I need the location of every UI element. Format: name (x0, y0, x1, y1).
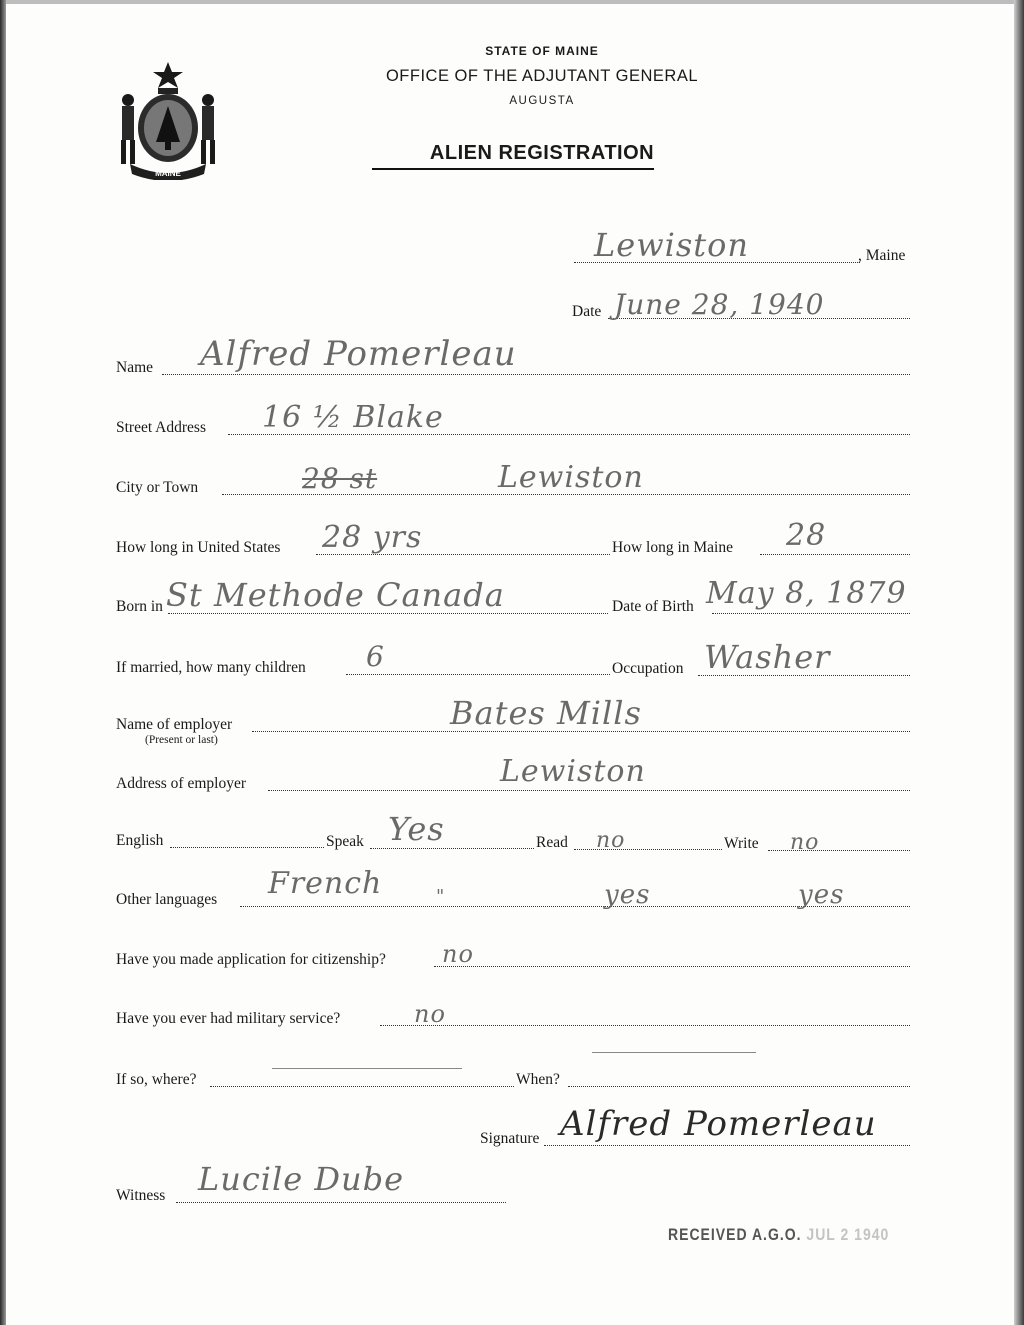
name-label: Name (116, 359, 154, 376)
date-value: June 28, 1940 (614, 288, 825, 321)
form-title: ALIEN REGISTRATION (429, 142, 655, 164)
citizenship-line (434, 966, 910, 967)
date-label: Date (572, 303, 602, 320)
born-in-value: St Methode Canada (166, 576, 505, 614)
where-label: If so, where? (116, 1071, 197, 1088)
how-long-us-label: How long in United States (116, 539, 281, 556)
read-value: no (596, 828, 626, 853)
other-read-value: yes (604, 880, 651, 910)
english-label: English (116, 832, 164, 849)
witness-value: Lucile Dube (198, 1160, 405, 1198)
children-value: 6 (366, 640, 385, 673)
signature-label: Signature (480, 1130, 540, 1147)
street-label: Street Address (116, 419, 206, 436)
city-struck-value: 28 st (302, 462, 378, 495)
received-stamp (668, 1224, 889, 1243)
header-city: AUGUSTA (509, 95, 575, 107)
read-label: Read (536, 834, 568, 851)
when-line (568, 1086, 910, 1087)
other-language-value: French (268, 866, 383, 901)
occupation-label: Occupation (612, 660, 684, 677)
where-dash-mark (272, 1068, 462, 1069)
where-line (210, 1086, 514, 1087)
header-state: STATE OF MAINE (485, 44, 599, 58)
how-long-maine-label: How long in Maine (612, 539, 733, 556)
dob-value: May 8, 1879 (706, 576, 907, 611)
scan-edge-top (0, 0, 1024, 4)
name-line (162, 374, 910, 375)
received-stamp-date: JUL 2 1940 (806, 1224, 890, 1244)
received-stamp-text: RECEIVED A.G.O. (668, 1224, 802, 1244)
how-long-us-value: 28 yrs (322, 520, 423, 555)
witness-label: Witness (116, 1187, 166, 1204)
scan-edge-left (0, 0, 6, 1325)
name-value: Alfred Pomerleau (200, 334, 517, 374)
header-office: OFFICE OF THE ADJUTANT GENERAL (385, 67, 699, 85)
svg-text:MAINE: MAINE (155, 169, 181, 178)
when-label: When? (516, 1071, 560, 1088)
employer-note: (Present or last) (145, 734, 218, 746)
when-dash-mark (592, 1052, 756, 1053)
born-in-label: Born in (116, 598, 163, 615)
speak-label: Speak (326, 833, 364, 850)
occupation-value: Washer (704, 638, 831, 676)
military-line (380, 1025, 910, 1026)
dob-line (712, 613, 910, 614)
citizenship-label: Have you made application for citizenship? (116, 951, 386, 968)
speak-value: Yes (388, 810, 445, 848)
write-label: Write (724, 835, 759, 852)
citizenship-value: no (442, 940, 474, 968)
other-speak-value: " (436, 886, 446, 907)
children-label: If married, how many children (116, 659, 306, 676)
title-underline (372, 168, 654, 170)
children-line (346, 674, 610, 675)
city-label: City or Town (116, 479, 199, 496)
how-long-maine-line (760, 554, 910, 555)
employer-label: Name of employer (116, 716, 233, 733)
place-value: Lewiston (594, 226, 749, 264)
speak-line (370, 848, 534, 849)
military-label: Have you ever had military service? (116, 1010, 341, 1027)
write-value: no (790, 830, 820, 855)
scan-edge-right (1014, 0, 1024, 1325)
city-value: Lewiston (498, 460, 644, 495)
military-value: no (414, 1000, 446, 1028)
employer-address-value: Lewiston (500, 754, 646, 789)
maine-label: , Maine (858, 247, 906, 264)
other-write-value: yes (798, 880, 845, 910)
employer-address-label: Address of employer (116, 775, 246, 792)
signature-line (544, 1145, 910, 1146)
street-value: 16 ½ Blake (262, 400, 444, 435)
employer-address-line (268, 790, 910, 791)
other-languages-label: Other languages (116, 891, 218, 908)
dob-label: Date of Birth (612, 598, 694, 615)
employer-value: Bates Mills (450, 694, 642, 732)
signature-value: Alfred Pomerleau (560, 1104, 877, 1144)
english-line (170, 847, 324, 848)
how-long-maine-value: 28 (786, 518, 827, 553)
witness-line (176, 1202, 506, 1203)
